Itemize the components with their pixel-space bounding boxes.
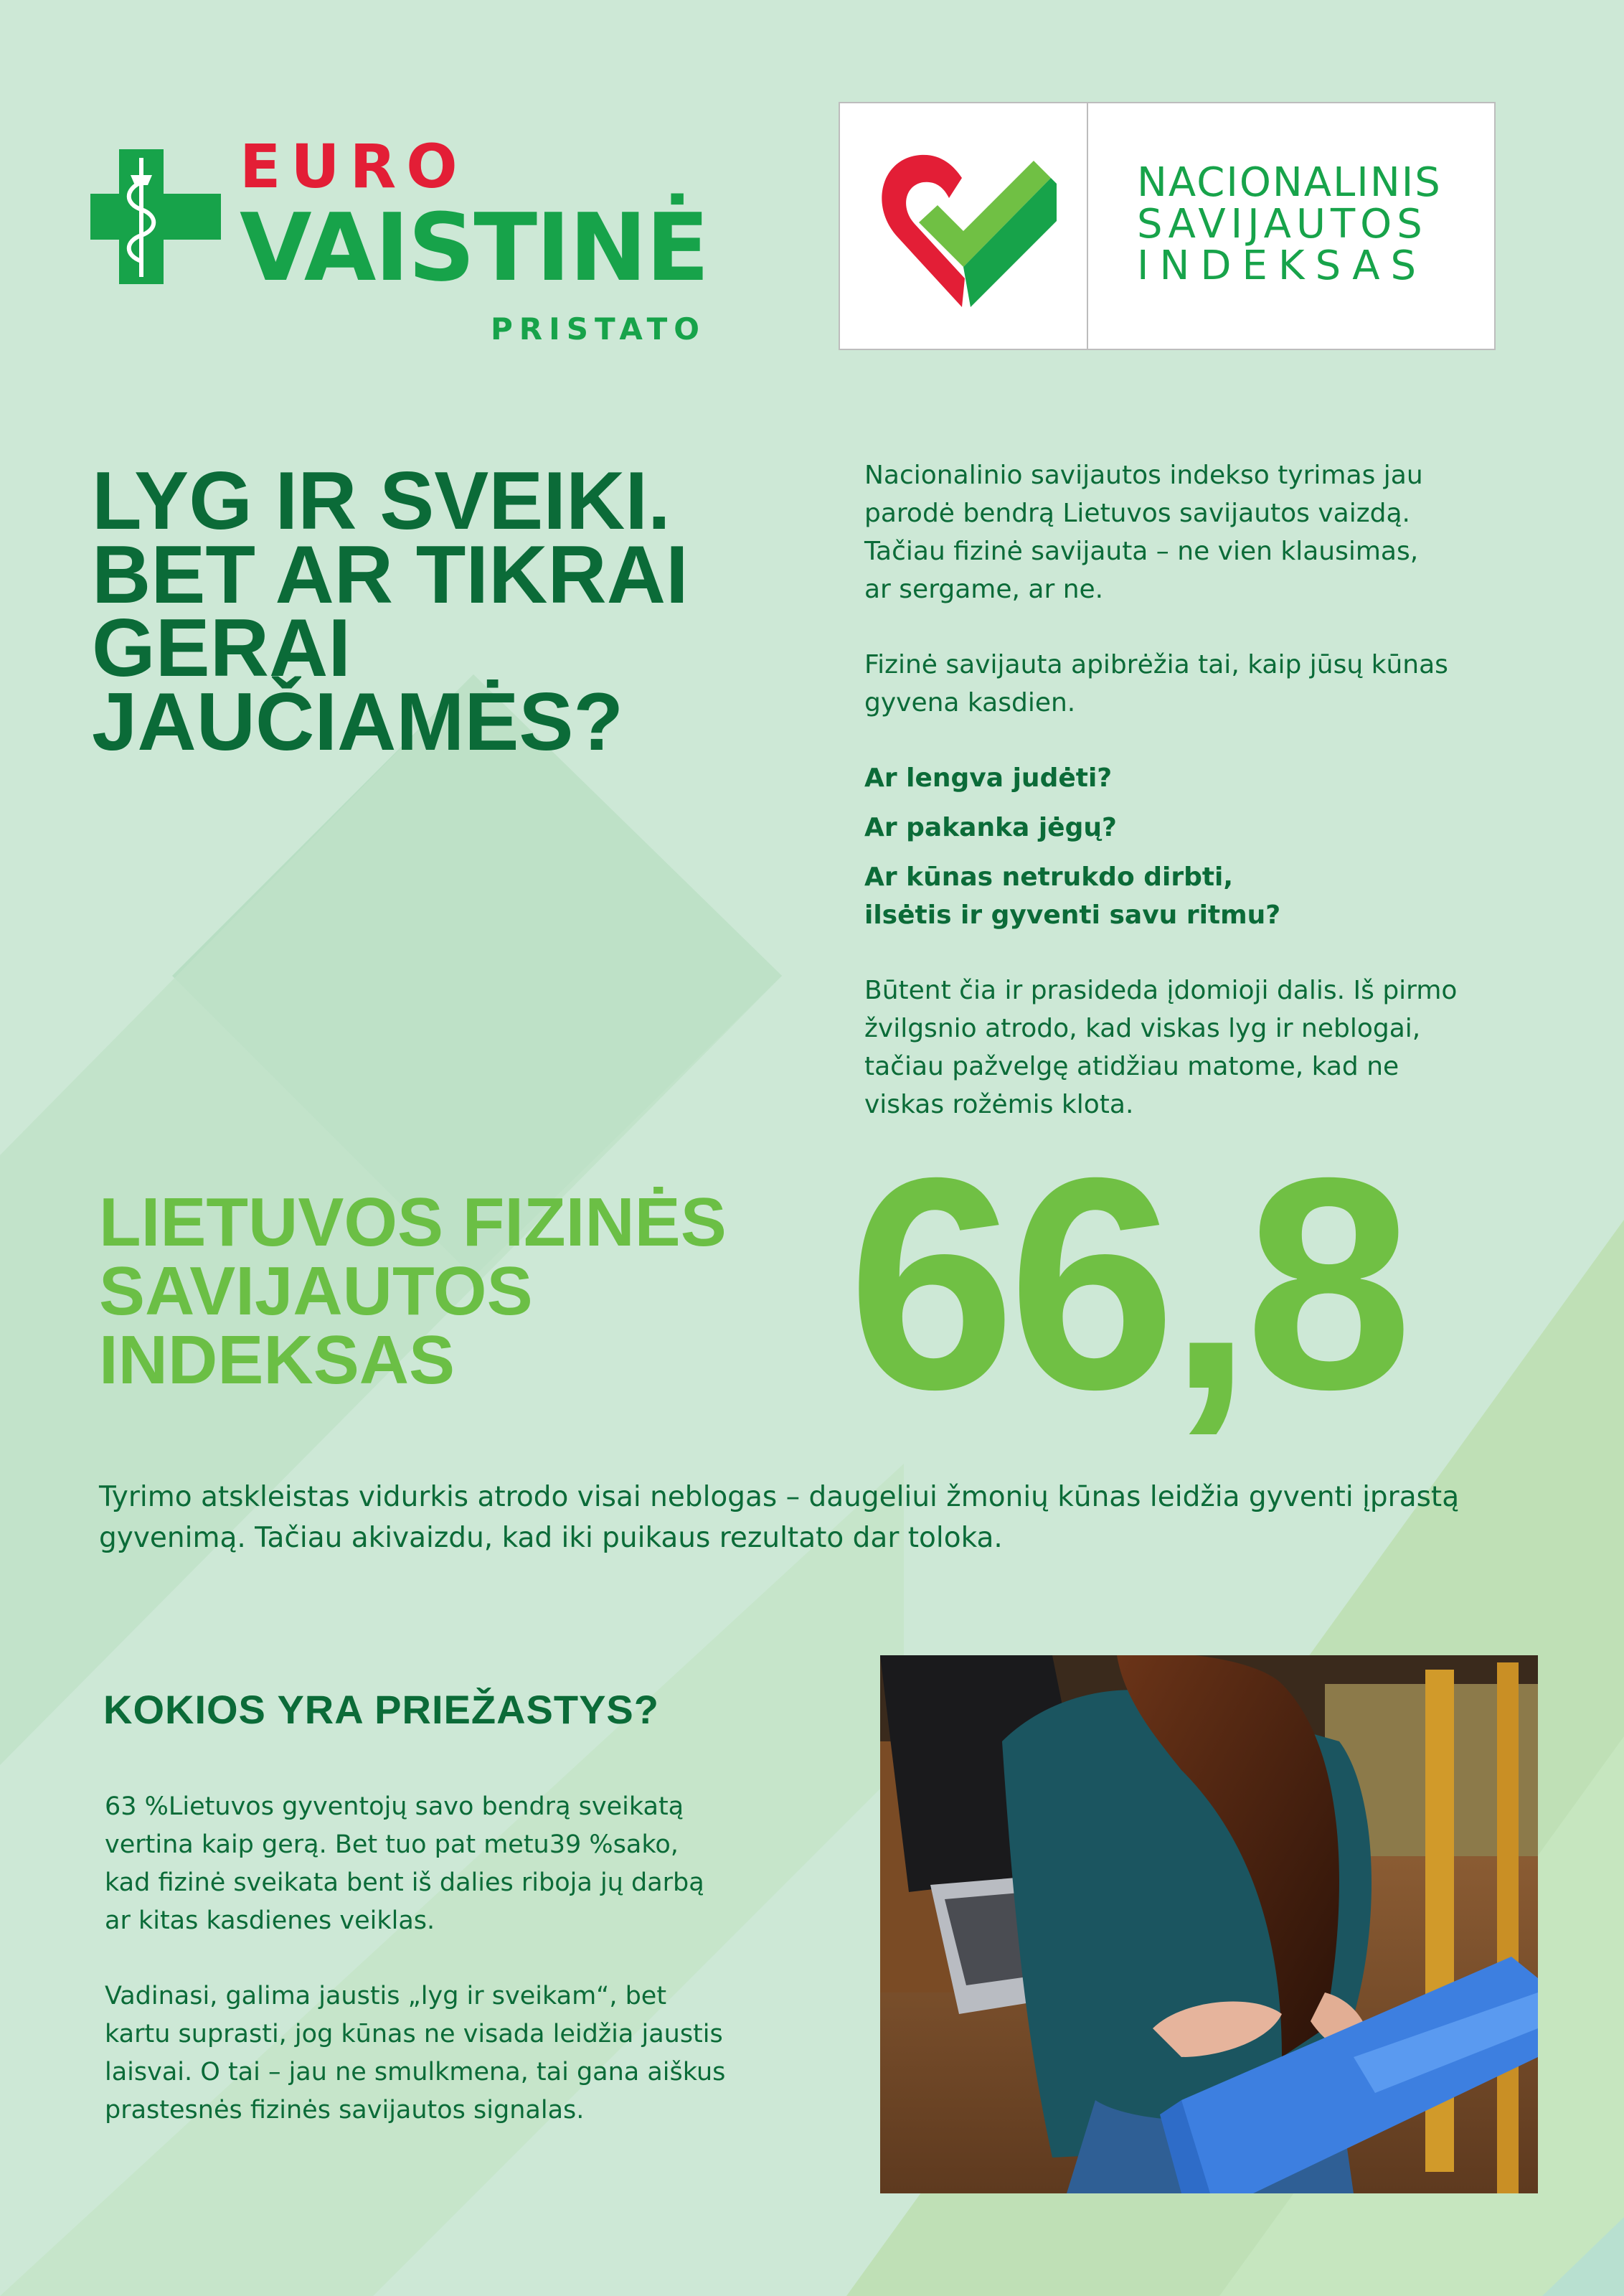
partner-line-1: NACIONALINIS bbox=[1137, 159, 1442, 206]
partner-logo-box bbox=[839, 102, 1496, 350]
partner-line-2: SAVIJAUTOS bbox=[1137, 201, 1427, 248]
headline-line-2: BET AR TIKRAI bbox=[92, 529, 689, 621]
causes-p2-line-3: laisvai. O tai – jau ne smulkmena, tai gana aiškus bbox=[105, 2058, 726, 2086]
summary-line-1: Tyrimo atskleistas vidurkis atrodo visai neblogas – daugeliui žmonių kūnas leidžia gyventi įprastą bbox=[99, 1481, 1460, 1513]
index-label-line-3: INDEKSAS bbox=[99, 1322, 455, 1398]
logo-euro-text: EURO bbox=[240, 131, 468, 202]
summary-text bbox=[99, 1477, 1548, 1558]
intro-p1-line-4: ar sergame, ar ne. bbox=[864, 575, 1104, 604]
causes-p1-line-1: 63 %Lietuvos gyventojų savo bendrą sveikatą bbox=[105, 1792, 684, 1821]
index-label bbox=[99, 1184, 859, 1398]
causes-heading: KOKIOS YRA PRIEŽASTYS? bbox=[103, 1687, 659, 1732]
intro-p3-line-4: viskas rožėmis klota. bbox=[864, 1090, 1134, 1119]
question-1: Ar lengva judėti? bbox=[864, 763, 1113, 793]
intro-p1-line-3: Tačiau fizinė savijauta – ne vien klausimas, bbox=[864, 537, 1419, 566]
brand-logo bbox=[0, 0, 789, 359]
index-label-line-2: SAVIJAUTOS bbox=[99, 1253, 533, 1330]
causes-text bbox=[105, 1788, 822, 2130]
partner-divider bbox=[1087, 103, 1088, 349]
intro-p3-line-1: Būtent čia ir prasideda įdomioji dalis. Iš pirmo bbox=[864, 976, 1458, 1005]
intro-p3-line-2: žvilgsnio atrodo, kad viskas lyg ir neblogai, bbox=[864, 1014, 1421, 1043]
causes-p2-line-2: kartu suprasti, jog kūnas ne visada leidžia jaustis bbox=[105, 2020, 723, 2048]
headline-line-4: JAUČIAMĖS? bbox=[92, 676, 624, 768]
logo-pristato-text: PRISTATO bbox=[491, 311, 706, 347]
question-2: Ar pakanka jėgų? bbox=[864, 813, 1117, 842]
causes-p1-line-3: kad fizinė sveikata bent iš dalies riboja jų darbą bbox=[105, 1868, 704, 1897]
causes-p1-line-4: ar kitas kasdienes veiklas. bbox=[105, 1906, 435, 1935]
intro-p1-line-2: parodė bendrą Lietuvos savijautos vaizdą. bbox=[864, 499, 1410, 528]
intro-text bbox=[864, 456, 1567, 1124]
intro-p1-line-1: Nacionalinio savijautos indekso tyrimas jau bbox=[864, 461, 1423, 490]
headline-line-1: LYG IR SVEIKI. bbox=[92, 456, 671, 547]
page-headline bbox=[92, 456, 809, 768]
intro-p2-line-1: Fizinė savijauta apibrėžia tai, kaip jūsų kūnas bbox=[864, 650, 1448, 679]
causes-p2-line-4: prastesnės fizinės savijautos signalas. bbox=[105, 2096, 585, 2125]
intro-p2-line-2: gyvena kasdien. bbox=[864, 688, 1076, 718]
index-value: 66,8 bbox=[848, 1116, 1406, 1452]
summary-line-2: gyvenimą. Tačiau akivaizdu, kad iki puikaus rezultato dar toloka. bbox=[99, 1522, 1003, 1554]
causes-p1-line-2: vertina kaip gerą. Bet tuo pat metu39 %sako, bbox=[105, 1830, 679, 1859]
heart-checkmark-icon bbox=[869, 136, 1058, 317]
index-label-line-1: LIETUVOS FIZINĖS bbox=[99, 1184, 727, 1261]
headline-line-3: GERAI bbox=[92, 603, 351, 695]
causes-p2-line-1: Vadinasi, galima jaustis „lyg ir sveikam“, bet bbox=[105, 1982, 667, 2010]
logo-vaistine-text: VAISTINĖ bbox=[240, 193, 709, 302]
photo-woman-back-pain bbox=[880, 1655, 1538, 2193]
question-3-line-1: Ar kūnas netrukdo dirbti, bbox=[864, 862, 1234, 892]
partner-line-3: INDEKSAS bbox=[1137, 243, 1427, 289]
partner-name bbox=[1137, 159, 1474, 289]
question-3-line-2: ilsėtis ir gyventi savu ritmu? bbox=[864, 900, 1281, 930]
intro-p3-line-3: tačiau pažvelgę atidžiau matome, kad ne bbox=[864, 1052, 1399, 1081]
